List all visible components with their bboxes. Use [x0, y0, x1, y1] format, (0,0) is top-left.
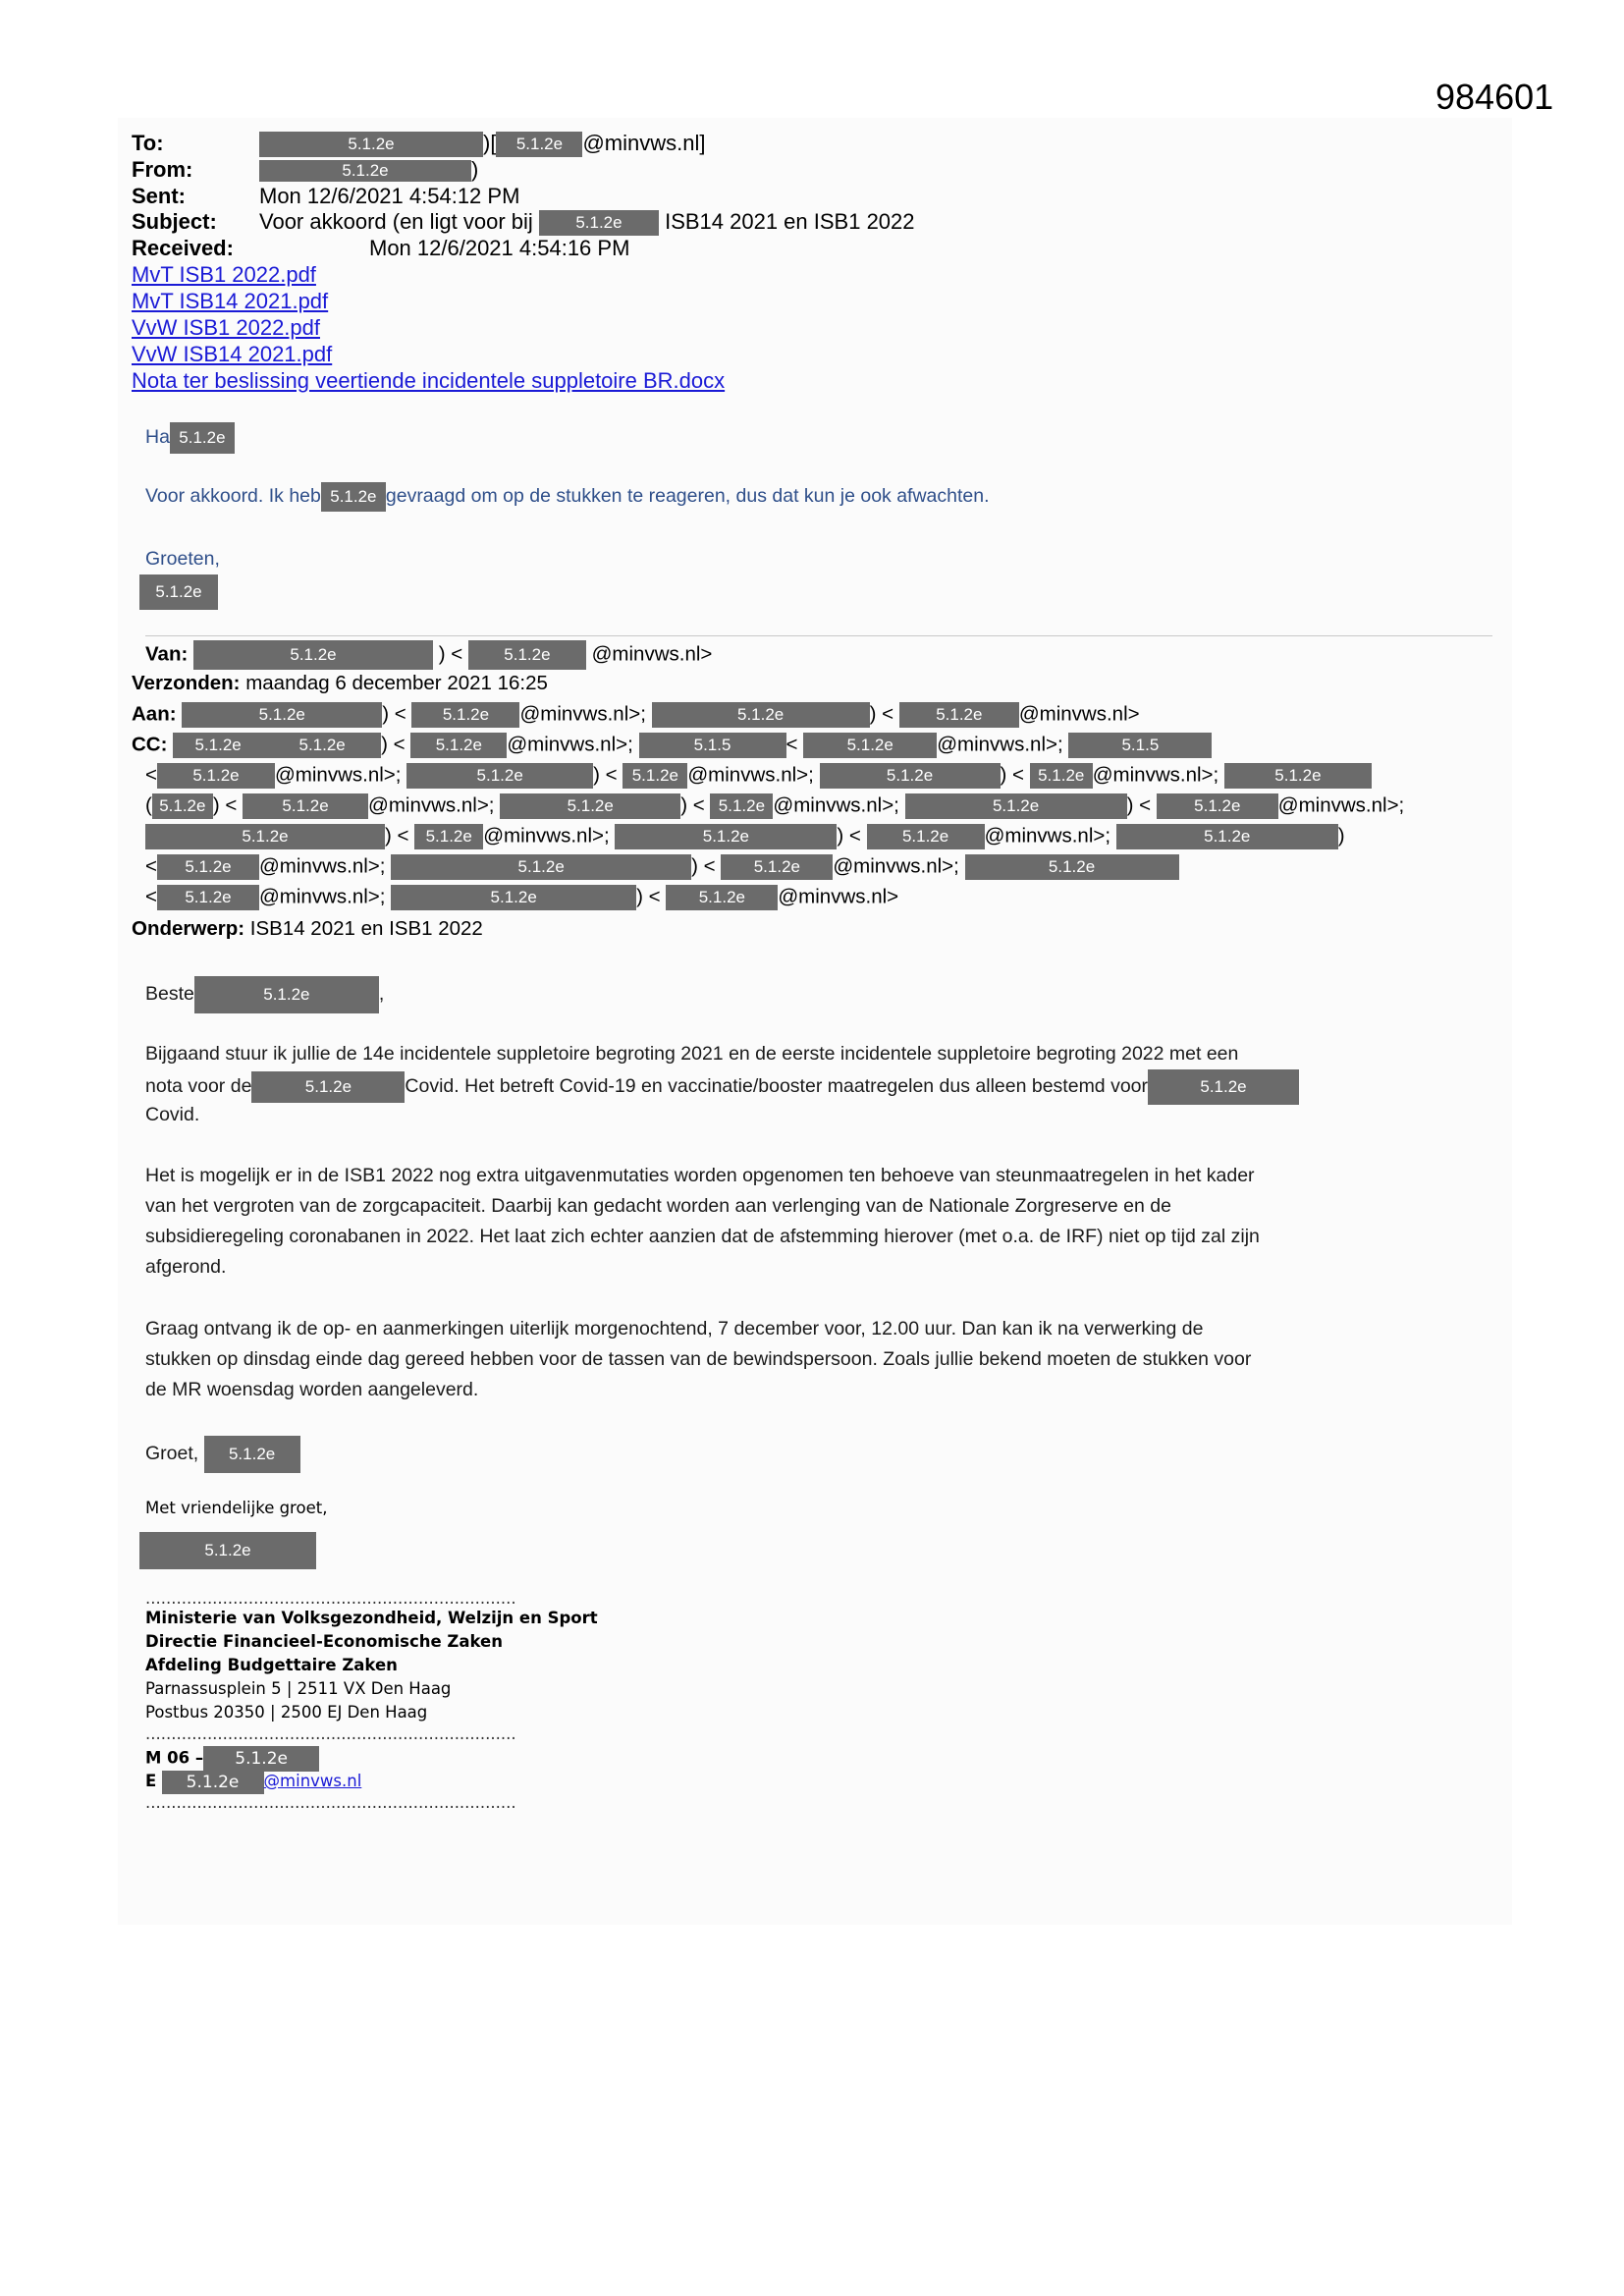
reply-signature	[139, 574, 218, 610]
email-suffix: @minvws.nl>;	[274, 763, 402, 787]
mobile-label: M 06 –	[145, 1748, 204, 1768]
paragraph-3-line-2: stukken op dinsdag einde dag gereed hebben voor de tassen van de bewindspersoon. Zoals jullie bekend moeten de stukken voor	[145, 1348, 1252, 1370]
paragraph-2-line-4: afgerond.	[145, 1256, 227, 1278]
onderwerp-value: ISB14 2021 en ISB1 2022	[249, 917, 483, 940]
redaction-box: 5.1.2e	[666, 885, 778, 910]
redaction-box: 5.1.2e	[157, 763, 275, 789]
sent-label: Sent:	[132, 184, 186, 208]
p1-b: nota voor de	[145, 1075, 252, 1098]
email-suffix: @minvws.nl>	[1018, 702, 1140, 726]
redaction-box: 5.1.2e	[193, 640, 433, 670]
cc-line-5: < 5.1.2e @minvws.nl>; 5.1.2e ) < 5.1.2e @minvws.nl>; 5.1.2e	[145, 854, 1179, 880]
signature-dots: ........................................................................	[145, 1589, 516, 1608]
signature-org-3: Afdeling Budgettaire Zaken	[145, 1656, 398, 1674]
email-suffix: @minvws.nl>	[778, 885, 899, 908]
redaction-box: 5.1.2e	[162, 1771, 264, 1794]
email-suffix: @minvws.nl>;	[258, 885, 386, 908]
met-vriendelijke-groet: Met vriendelijke groet,	[145, 1499, 328, 1517]
cc-line-2: < 5.1.2e @minvws.nl>; 5.1.2e ) < 5.1.2e @minvws.nl>; 5.1.2e ) < 5.1.2e @minvws.nl>; 5.1.2e	[145, 763, 1372, 789]
message-greeting: Beste 5.1.2e ,	[145, 976, 384, 1013]
van-domain: @minvws.nl>	[591, 642, 713, 666]
received-line	[132, 235, 629, 261]
subject-line	[132, 208, 915, 236]
redaction-box: 5.1.5	[1068, 733, 1212, 758]
verzonden-value: maandag 6 december 2021 16:25	[245, 672, 548, 694]
message-greeting-text: Beste	[145, 983, 194, 1006]
from-line	[132, 156, 478, 183]
redaction-box: 5.1.2e	[152, 793, 213, 819]
redaction-box: 5.1.2e	[263, 733, 381, 758]
verzonden-line	[132, 672, 548, 695]
attachment-link[interactable]: VvW ISB14 2021.pdf	[132, 342, 333, 366]
reply-greeting-text: Ha	[145, 426, 170, 449]
to-label: To:	[132, 131, 164, 155]
email-suffix: @minvws.nl>;	[937, 733, 1063, 756]
redaction-box: 5.1.2e	[615, 824, 837, 849]
cc-label: CC:	[132, 733, 168, 756]
redaction-box: 5.1.2e	[820, 763, 1001, 789]
p1-c: Covid. Het betreft Covid-19 en vaccinatie/booster maatregelen dus alleen bestemd voor	[405, 1075, 1149, 1098]
redaction-box: 5.1.2e	[867, 824, 985, 849]
redaction-box: 5.1.2e	[259, 160, 471, 182]
redaction-box: 5.1.2e	[539, 210, 659, 236]
email-suffix: @minvws.nl>;	[483, 824, 610, 847]
email-suffix: @minvws.nl>;	[1277, 793, 1405, 817]
received-value: Mon 12/6/2021 4:54:16 PM	[369, 236, 630, 260]
redaction-box: 5.1.2e	[259, 132, 483, 157]
reply-closing: Groeten,	[145, 548, 220, 570]
cc-line-3: ( 5.1.2e ) < 5.1.2e @minvws.nl>; 5.1.2e ) < 5.1.2e @minvws.nl>; 5.1.2e ) < 5.1.2e @minvws.nl>;	[145, 793, 1404, 819]
subject-value-a: Voor akkoord (en ligt voor bij	[259, 209, 533, 234]
redaction-box: 5.1.2e	[194, 976, 379, 1013]
redaction-box: 5.1.2e	[145, 824, 385, 849]
sent-line	[132, 183, 519, 209]
redaction-box: 5.1.2e	[496, 132, 582, 157]
redaction-box: 5.1.2e	[1148, 1069, 1299, 1105]
email-link[interactable]: @minvws.nl	[263, 1772, 362, 1790]
van-label: Van:	[145, 642, 189, 666]
sender-name	[139, 1532, 316, 1569]
to-domain: @minvws.nl]	[582, 131, 706, 155]
attachment-link[interactable]: MvT ISB1 2022.pdf	[132, 262, 316, 287]
email-suffix: @minvws.nl>;	[519, 702, 646, 726]
cc-line-6: < 5.1.2e @minvws.nl>; 5.1.2e ) < 5.1.2e @minvws.nl>	[145, 885, 898, 910]
paragraph-1-line-1: Bijgaand stuur ik jullie de 14e incidentele suppletoire begroting 2021 en de eerste incidentele suppletoire begroting 2022 met een	[145, 1043, 1239, 1065]
redaction-box: 5.1.2e	[251, 1071, 405, 1103]
to-separator: )[	[483, 131, 497, 155]
paragraph-1-line-3: Covid.	[145, 1104, 200, 1125]
redaction-box: 5.1.2e	[652, 702, 870, 728]
email-suffix: @minvws.nl>;	[368, 793, 495, 817]
redaction-box: 5.1.2e	[905, 793, 1127, 819]
email-suffix: @minvws.nl>;	[984, 824, 1111, 847]
redaction-box: 5.1.2e	[410, 733, 507, 758]
redaction-box: 5.1.2e	[406, 763, 593, 789]
signature-org-2: Directie Financieel-Economische Zaken	[145, 1632, 503, 1651]
redaction-box: 5.1.2e	[965, 854, 1179, 880]
divider	[145, 635, 1492, 636]
signature-dots: ........................................................................	[145, 1724, 516, 1743]
email-suffix: @minvws.nl>;	[773, 793, 899, 817]
redaction-box: 5.1.2e	[721, 854, 833, 880]
email-suffix: @minvws.nl>;	[507, 733, 633, 756]
reply-line	[145, 481, 990, 512]
sent-value: Mon 12/6/2021 4:54:12 PM	[259, 184, 520, 208]
attachment-link[interactable]: VvW ISB1 2022.pdf	[132, 315, 320, 340]
paragraph-3-line-1: Graag ontvang ik de op- en aanmerkingen uiterlijk morgenochtend, 7 december voor, 12.00 uur. Dan kan ik na verwerking de	[145, 1318, 1204, 1339]
redaction-box: 5.1.2e	[1030, 763, 1093, 789]
aan-line: Aan: 5.1.2e ) < 5.1.2e @minvws.nl>; 5.1.2e ) < 5.1.2e @minvws.nl>	[132, 702, 1140, 728]
groet-line	[145, 1436, 300, 1473]
received-label: Received:	[132, 236, 234, 260]
attachment-link[interactable]: MvT ISB14 2021.pdf	[132, 289, 329, 313]
redaction-box: 5.1.2e	[391, 854, 691, 880]
to-line	[132, 130, 705, 157]
from-label: From:	[132, 157, 193, 182]
redaction-box: 5.1.2e	[803, 733, 937, 758]
redaction-box: 5.1.2e	[321, 482, 386, 512]
verzonden-label: Verzonden:	[132, 672, 241, 694]
signature-mobile	[145, 1746, 319, 1772]
signature-dots: ........................................................................	[145, 1793, 516, 1812]
subject-value-b: ISB14 2021 en ISB1 2022	[665, 209, 915, 234]
redaction-box: 5.1.2e	[623, 763, 687, 789]
aan-label: Aan:	[132, 702, 177, 726]
groet-text: Groet,	[145, 1443, 199, 1465]
paragraph-1-line-2	[145, 1069, 1299, 1105]
redaction-box: 5.1.2e	[203, 1746, 319, 1772]
redaction-box: 5.1.2e	[899, 702, 1019, 728]
onderwerp-label: Onderwerp:	[132, 917, 245, 940]
subject-label: Subject:	[132, 209, 217, 234]
paragraph-3-line-3: de MR woensdag worden aangeleverd.	[145, 1379, 479, 1400]
signature-address-1: Parnassusplein 5 | 2511 VX Den Haag	[145, 1679, 452, 1698]
redaction-box: 5.1.2e	[710, 793, 773, 819]
reply-line-b: gevraagd om op de stukken te reageren, dus dat kun je ook afwachten.	[385, 485, 990, 507]
email-suffix: @minvws.nl>;	[1092, 763, 1219, 787]
cc-line-4: 5.1.2e ) < 5.1.2e @minvws.nl>; 5.1.2e ) < 5.1.2e @minvws.nl>; 5.1.2e )	[145, 824, 1345, 849]
redaction-box: 5.1.2e	[204, 1436, 300, 1473]
redaction-box: 5.1.2e	[139, 574, 218, 610]
redaction-box: 5.1.2e	[139, 1532, 316, 1569]
redaction-box: 5.1.2e	[1224, 763, 1372, 789]
signature-org-1: Ministerie van Volksgezondheid, Welzijn en Sport	[145, 1609, 598, 1627]
email-suffix: @minvws.nl>;	[833, 854, 959, 878]
attachment-link[interactable]: Nota ter beslissing veertiende incidentele suppletoire BR.docx	[132, 368, 726, 393]
paragraph-2-line-2: van het vergroten van de zorgcapaciteit. Daarbij kan gedacht worden aan verlenging van de Nationale Zorgreserve en de	[145, 1195, 1171, 1217]
cc-line-1: CC: 5.1.2e 5.1.2e ) < 5.1.2e @minvws.nl>; 5.1.5 < 5.1.2e @minvws.nl>; 5.1.5	[132, 733, 1212, 758]
email-suffix: @minvws.nl>;	[258, 854, 386, 878]
redaction-box: 5.1.2e	[157, 885, 259, 910]
email-label: E	[145, 1772, 157, 1790]
redaction-box: 5.1.2e	[170, 422, 235, 454]
signature-address-2: Postbus 20350 | 2500 EJ Den Haag	[145, 1703, 428, 1722]
email-suffix: @minvws.nl>;	[687, 763, 814, 787]
onderwerp-line	[132, 917, 483, 941]
redaction-box: 5.1.2e	[411, 702, 519, 728]
document-number: 984601	[1435, 77, 1554, 117]
signature-email	[145, 1770, 361, 1794]
van-line: Van: 5.1.2e ) < 5.1.2e @minvws.nl>	[145, 640, 712, 670]
redaction-box: 5.1.2e	[414, 824, 483, 849]
redaction-box: 5.1.2e	[1157, 793, 1278, 819]
redaction-box: 5.1.2e	[173, 733, 263, 758]
redaction-box: 5.1.2e	[1116, 824, 1338, 849]
paragraph-2-line-1: Het is mogelijk er in de ISB1 2022 nog extra uitgavenmutaties worden opgenomen ten behoeve van steunmaatregelen in het kader	[145, 1165, 1255, 1186]
redaction-box: 5.1.2e	[468, 640, 586, 670]
redaction-box: 5.1.2e	[157, 854, 259, 880]
from-end: )	[471, 157, 479, 182]
redaction-box: 5.1.2e	[182, 702, 382, 728]
redaction-box: 5.1.5	[639, 733, 786, 758]
redaction-box: 5.1.2e	[243, 793, 368, 819]
redaction-box: 5.1.2e	[391, 885, 636, 910]
paragraph-2-line-3: subsidieregeling coronabanen in 2022. Het laat zich echter aanzien dat de afstemming hierover (met o.a. de IRF) niet op tijd zal zijn	[145, 1226, 1260, 1247]
redaction-box: 5.1.2e	[500, 793, 680, 819]
reply-line-a: Voor akkoord. Ik heb	[145, 485, 321, 507]
reply-greeting	[145, 422, 235, 454]
